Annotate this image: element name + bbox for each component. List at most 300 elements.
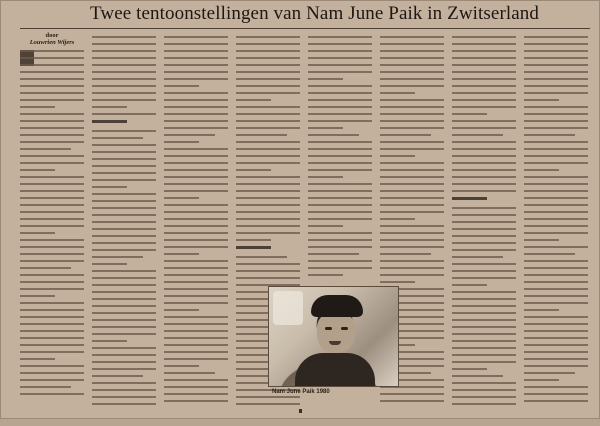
artist-photo bbox=[268, 286, 399, 387]
text-line bbox=[92, 36, 156, 38]
text-line bbox=[20, 295, 55, 297]
photo-caption: Nam June Paik 1980 bbox=[272, 389, 330, 395]
text-line bbox=[236, 148, 300, 150]
text-line bbox=[164, 134, 215, 136]
text-line bbox=[452, 155, 516, 157]
text-line bbox=[524, 141, 588, 143]
byline-author: Louwrien Wijers bbox=[29, 39, 75, 46]
text-line bbox=[524, 148, 588, 150]
text-line bbox=[236, 176, 300, 178]
text-line bbox=[308, 155, 372, 157]
text-line bbox=[452, 333, 516, 335]
text-line bbox=[380, 71, 444, 73]
text-line bbox=[380, 99, 444, 101]
text-line bbox=[452, 36, 516, 38]
text-line bbox=[236, 211, 300, 213]
text-line bbox=[236, 99, 271, 101]
text-line bbox=[236, 92, 300, 94]
text-line bbox=[452, 375, 503, 377]
text-line bbox=[92, 319, 156, 321]
text-line bbox=[164, 337, 228, 339]
text-line bbox=[452, 291, 516, 293]
text-line bbox=[524, 155, 588, 157]
text-line bbox=[92, 85, 156, 87]
text-line bbox=[524, 239, 559, 241]
text-line bbox=[20, 120, 84, 122]
text-line bbox=[452, 305, 516, 307]
text-line bbox=[452, 92, 516, 94]
text-line bbox=[236, 169, 271, 171]
headline: Twee tentoonstellingen van Nam June Paik in Zwitserland bbox=[90, 3, 539, 24]
text-line bbox=[452, 162, 516, 164]
text-line bbox=[20, 302, 84, 304]
text-line bbox=[452, 64, 516, 66]
text-line bbox=[236, 197, 300, 199]
text-line bbox=[20, 169, 55, 171]
text-line bbox=[452, 148, 516, 150]
text-line bbox=[236, 403, 300, 405]
text-line bbox=[380, 218, 415, 220]
text-line bbox=[20, 211, 84, 213]
text-line bbox=[92, 305, 156, 307]
text-line bbox=[20, 351, 84, 353]
text-line bbox=[308, 211, 372, 213]
text-line bbox=[380, 176, 444, 178]
text-line bbox=[164, 78, 228, 80]
text-line bbox=[92, 382, 156, 384]
text-line bbox=[164, 309, 199, 311]
text-line bbox=[236, 120, 300, 122]
text-line bbox=[452, 190, 516, 192]
text-line bbox=[20, 379, 84, 381]
text-line bbox=[524, 99, 559, 101]
text-line bbox=[380, 211, 444, 213]
text-line bbox=[92, 312, 156, 314]
text-line bbox=[524, 379, 559, 381]
text-line bbox=[92, 354, 156, 356]
column-2 bbox=[92, 36, 156, 412]
text-line bbox=[380, 155, 415, 157]
text-line bbox=[308, 246, 372, 248]
text-line bbox=[452, 141, 516, 143]
text-line bbox=[92, 396, 156, 398]
text-line bbox=[452, 127, 516, 129]
text-line bbox=[236, 270, 300, 272]
text-line bbox=[164, 99, 228, 101]
text-line bbox=[380, 204, 444, 206]
text-line bbox=[308, 148, 372, 150]
text-line bbox=[308, 197, 372, 199]
text-line bbox=[524, 288, 588, 290]
text-line bbox=[452, 326, 516, 328]
text-line bbox=[236, 277, 300, 279]
text-line bbox=[308, 274, 343, 276]
text-line bbox=[20, 218, 84, 220]
text-line bbox=[524, 386, 588, 388]
text-line bbox=[92, 78, 156, 80]
text-line bbox=[164, 365, 199, 367]
text-line bbox=[164, 260, 228, 262]
text-line bbox=[308, 113, 372, 115]
text-line bbox=[164, 246, 228, 248]
text-line bbox=[164, 393, 228, 395]
text-line bbox=[236, 64, 300, 66]
text-line bbox=[164, 36, 228, 38]
text-line bbox=[452, 319, 516, 321]
text-line bbox=[452, 120, 516, 122]
text-line bbox=[92, 113, 156, 115]
text-line bbox=[524, 218, 588, 220]
text-line bbox=[92, 340, 127, 342]
text-line bbox=[380, 127, 444, 129]
text-line bbox=[524, 281, 588, 283]
text-line bbox=[236, 113, 300, 115]
text-line bbox=[524, 169, 559, 171]
text-line bbox=[92, 263, 127, 265]
text-line bbox=[380, 232, 444, 234]
text-line bbox=[164, 211, 228, 213]
text-line bbox=[452, 389, 516, 391]
text-line bbox=[308, 50, 372, 52]
text-line bbox=[20, 134, 84, 136]
text-line bbox=[452, 85, 516, 87]
text-line bbox=[452, 242, 516, 244]
text-line bbox=[92, 165, 156, 167]
text-line bbox=[164, 274, 228, 276]
text-line bbox=[164, 218, 228, 220]
text-line bbox=[92, 106, 127, 108]
text-line bbox=[452, 43, 516, 45]
text-line bbox=[92, 158, 156, 160]
column-5 bbox=[308, 36, 372, 281]
text-line bbox=[524, 127, 588, 129]
text-line bbox=[20, 274, 84, 276]
text-line bbox=[164, 239, 228, 241]
text-line bbox=[524, 92, 588, 94]
text-line bbox=[20, 316, 84, 318]
text-line bbox=[20, 99, 84, 101]
text-line bbox=[92, 92, 156, 94]
text-line bbox=[524, 246, 588, 248]
text-line bbox=[308, 127, 343, 129]
text-line bbox=[92, 151, 156, 153]
text-line bbox=[452, 263, 516, 265]
text-line bbox=[92, 389, 156, 391]
text-line bbox=[92, 130, 156, 132]
text-line bbox=[164, 169, 228, 171]
text-line bbox=[164, 253, 199, 255]
text-line bbox=[452, 99, 516, 101]
subhead-line bbox=[452, 197, 487, 200]
text-line bbox=[164, 344, 228, 346]
text-line bbox=[92, 249, 156, 251]
text-line bbox=[236, 43, 300, 45]
text-line bbox=[164, 148, 228, 150]
text-line bbox=[236, 382, 271, 384]
text-line bbox=[92, 144, 156, 146]
text-line bbox=[164, 155, 228, 157]
text-line bbox=[20, 260, 84, 262]
text-line bbox=[236, 190, 300, 192]
text-line bbox=[380, 169, 444, 171]
text-line bbox=[452, 134, 503, 136]
text-line bbox=[92, 179, 156, 181]
text-line bbox=[92, 347, 156, 349]
text-line bbox=[164, 288, 228, 290]
text-line bbox=[308, 99, 372, 101]
text-line bbox=[164, 302, 228, 304]
text-line bbox=[20, 155, 84, 157]
text-line bbox=[452, 169, 516, 171]
text-line bbox=[524, 113, 588, 115]
text-line bbox=[524, 358, 588, 360]
text-line bbox=[308, 106, 372, 108]
text-line bbox=[524, 225, 588, 227]
text-line bbox=[452, 270, 516, 272]
text-line bbox=[452, 183, 516, 185]
text-line bbox=[164, 57, 228, 59]
text-line bbox=[236, 36, 300, 38]
text-line bbox=[20, 365, 84, 367]
subhead-line bbox=[236, 246, 271, 249]
text-line bbox=[236, 106, 300, 108]
text-line bbox=[164, 183, 228, 185]
text-line bbox=[524, 302, 588, 304]
text-line bbox=[524, 323, 588, 325]
text-line bbox=[20, 253, 84, 255]
text-line bbox=[92, 193, 156, 195]
text-line bbox=[92, 291, 156, 293]
page-number-mark bbox=[299, 409, 302, 413]
text-line bbox=[236, 204, 300, 206]
text-line bbox=[164, 330, 228, 332]
text-line bbox=[524, 190, 588, 192]
text-line bbox=[452, 228, 516, 230]
text-line bbox=[164, 120, 228, 122]
text-line bbox=[92, 71, 156, 73]
text-line bbox=[20, 113, 84, 115]
text-line bbox=[164, 43, 228, 45]
text-line bbox=[20, 78, 84, 80]
text-line bbox=[380, 260, 444, 262]
text-line bbox=[20, 148, 71, 150]
text-line bbox=[452, 221, 516, 223]
text-line bbox=[524, 309, 559, 311]
text-line bbox=[524, 197, 588, 199]
text-line bbox=[524, 330, 588, 332]
text-line bbox=[452, 368, 487, 370]
text-line bbox=[524, 106, 588, 108]
text-line bbox=[164, 113, 228, 115]
column-3 bbox=[164, 36, 228, 412]
text-line bbox=[164, 358, 228, 360]
text-line bbox=[524, 400, 588, 402]
text-line bbox=[164, 225, 228, 227]
text-line bbox=[20, 57, 84, 59]
text-line bbox=[308, 57, 372, 59]
text-line bbox=[164, 92, 228, 94]
text-line bbox=[92, 228, 156, 230]
text-line bbox=[524, 316, 588, 318]
text-line bbox=[452, 50, 516, 52]
text-line bbox=[20, 393, 84, 395]
text-line bbox=[452, 403, 516, 405]
text-line bbox=[164, 400, 228, 402]
text-line bbox=[452, 277, 516, 279]
text-line bbox=[524, 253, 575, 255]
text-line bbox=[308, 176, 343, 178]
text-line bbox=[20, 225, 84, 227]
text-line bbox=[164, 127, 228, 129]
text-line bbox=[380, 274, 444, 276]
text-line bbox=[380, 64, 444, 66]
text-line bbox=[452, 207, 516, 209]
text-line bbox=[452, 78, 516, 80]
text-line bbox=[452, 347, 516, 349]
text-line bbox=[92, 50, 156, 52]
text-line bbox=[524, 365, 588, 367]
text-line bbox=[164, 323, 228, 325]
byline bbox=[20, 32, 84, 46]
text-line bbox=[452, 249, 516, 251]
text-line bbox=[164, 162, 228, 164]
text-line bbox=[236, 85, 300, 87]
text-line bbox=[524, 134, 575, 136]
text-line bbox=[308, 120, 372, 122]
text-line bbox=[236, 239, 271, 241]
text-line bbox=[164, 71, 228, 73]
text-line bbox=[380, 190, 444, 192]
text-line bbox=[308, 218, 372, 220]
text-line bbox=[308, 43, 372, 45]
text-line bbox=[20, 344, 84, 346]
text-line bbox=[92, 172, 156, 174]
text-line bbox=[20, 64, 84, 66]
text-line bbox=[92, 333, 156, 335]
text-line bbox=[92, 186, 127, 188]
text-line bbox=[452, 284, 487, 286]
text-line bbox=[164, 190, 228, 192]
text-line bbox=[20, 50, 84, 52]
text-line bbox=[308, 260, 372, 262]
text-line bbox=[308, 36, 372, 38]
text-line bbox=[380, 78, 444, 80]
text-line bbox=[20, 204, 84, 206]
text-line bbox=[380, 253, 431, 255]
text-line bbox=[380, 50, 444, 52]
text-line bbox=[308, 183, 372, 185]
text-line bbox=[92, 200, 156, 202]
text-line bbox=[452, 71, 516, 73]
text-line bbox=[524, 393, 588, 395]
text-line bbox=[452, 396, 516, 398]
text-line bbox=[308, 141, 372, 143]
text-line bbox=[92, 368, 156, 370]
text-line bbox=[164, 316, 228, 318]
text-line bbox=[380, 113, 444, 115]
text-line bbox=[524, 162, 588, 164]
text-line bbox=[92, 137, 143, 139]
text-line bbox=[308, 64, 372, 66]
text-line bbox=[164, 106, 228, 108]
text-line bbox=[452, 382, 516, 384]
text-line bbox=[524, 260, 588, 262]
text-line bbox=[524, 204, 588, 206]
text-line bbox=[20, 239, 84, 241]
text-line bbox=[380, 57, 444, 59]
text-line bbox=[380, 92, 415, 94]
text-line bbox=[452, 113, 487, 115]
text-line bbox=[164, 176, 228, 178]
text-line bbox=[524, 337, 588, 339]
text-line bbox=[92, 235, 156, 237]
text-line bbox=[20, 197, 84, 199]
text-line bbox=[236, 57, 300, 59]
text-line bbox=[20, 85, 84, 87]
text-line bbox=[380, 120, 444, 122]
text-line bbox=[308, 134, 359, 136]
headline-rule bbox=[20, 28, 590, 29]
text-line bbox=[524, 36, 588, 38]
text-line bbox=[452, 361, 516, 363]
text-line bbox=[164, 386, 228, 388]
text-line bbox=[20, 106, 55, 108]
text-line bbox=[524, 183, 588, 185]
text-line bbox=[380, 134, 431, 136]
text-line bbox=[380, 43, 444, 45]
text-line bbox=[524, 50, 588, 52]
text-line bbox=[92, 242, 156, 244]
text-line bbox=[308, 85, 372, 87]
text-line bbox=[380, 183, 444, 185]
text-line bbox=[308, 78, 343, 80]
text-line bbox=[452, 57, 516, 59]
text-line bbox=[236, 78, 300, 80]
text-line bbox=[164, 50, 228, 52]
text-line bbox=[524, 232, 588, 234]
text-line bbox=[164, 351, 228, 353]
text-line bbox=[92, 214, 156, 216]
text-line bbox=[308, 190, 372, 192]
text-line bbox=[524, 43, 588, 45]
text-line bbox=[92, 256, 143, 258]
text-line bbox=[308, 169, 372, 171]
text-line bbox=[308, 232, 372, 234]
text-line bbox=[236, 218, 300, 220]
text-line bbox=[92, 99, 156, 101]
text-line bbox=[20, 176, 84, 178]
text-line bbox=[92, 298, 156, 300]
text-line bbox=[452, 214, 516, 216]
text-line bbox=[20, 232, 55, 234]
text-line bbox=[20, 281, 84, 283]
text-line bbox=[380, 239, 444, 241]
text-line bbox=[380, 197, 444, 199]
text-line bbox=[236, 232, 300, 234]
text-line bbox=[452, 235, 516, 237]
text-line bbox=[92, 43, 156, 45]
byline-prefix: door bbox=[45, 32, 59, 39]
text-line bbox=[236, 50, 300, 52]
text-line bbox=[20, 127, 84, 129]
text-line bbox=[452, 312, 516, 314]
text-line bbox=[164, 85, 199, 87]
text-line bbox=[164, 281, 228, 283]
text-line bbox=[92, 277, 156, 279]
text-line bbox=[236, 256, 287, 258]
text-line bbox=[92, 361, 156, 363]
text-line bbox=[20, 246, 84, 248]
